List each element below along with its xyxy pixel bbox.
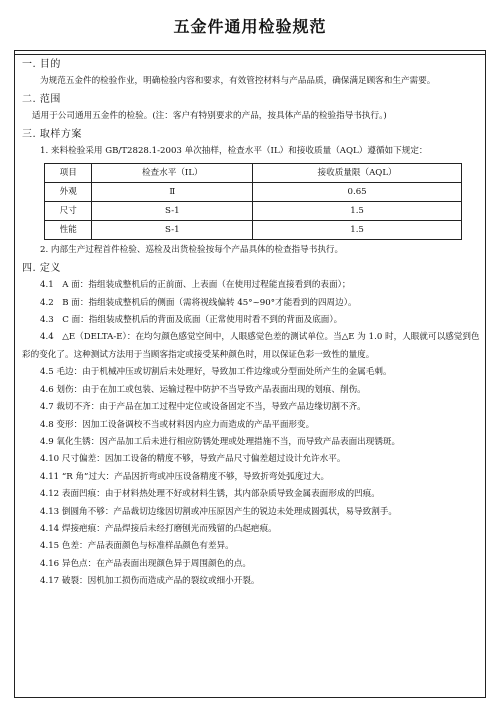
document-body [22,56,480,591]
definition-item: 4.3 C 面：指组装成整机后的背面及底面（正常使用时看不到的背面及底面）。 [40,315,343,326]
definition-item: 4.4 △E（DELTA-E）：在均匀颜色感觉空间中，人眼感觉色差的测试单位。当△E 为 1.0 时，人眼就可以感觉到色彩的变化了。这种测试方法用于当顾客指定或接受某种颜色时，用以保证色彩一致性的量度。 [22,332,480,360]
definition-item: 4.7 裁切不齐：由于产品在加工过程中定位或设备固定不当，导致产品边缘切割不齐。 [40,402,366,413]
table-header-cell: 项目 [45,164,92,183]
table-cell: 尺寸 [45,202,92,221]
definition-item: 4.10 尺寸偏差：因加工设备的精度不够，导致产品尺寸偏差超过设计允许水平。 [40,454,346,465]
sampling-item-2: 2. 内部生产过程首件检验、巡检及出货检验按每个产品具体的检查指导书执行。 [40,245,344,256]
table-header-row [45,164,462,183]
definition-item: 4.12 表面凹痕：由于材料热处理不好或材料生锈，其内部杂质导致金属表面形成的凹痕。 [40,489,380,500]
table-row [45,221,462,240]
definition-item: 4.17 破裂：因机加工损伤而造成产品的裂纹或细小开裂。 [40,576,260,587]
definition-item: 4.14 焊接疤痕：产品焊接后未经打磨刨光而残留的凸起疤痕。 [40,523,277,534]
scope-text: 适用于公司通用五金件的检验。(注：客户有特别要求的产品，按具体产品的检验指导书执行。) [32,111,387,122]
definition-item: 4.11 “R 角”过大：产品因折弯或冲压设备精度不够，导致折弯处弧度过大。 [40,471,330,482]
table-cell: 1.5 [253,221,462,240]
table-cell: 0.65 [253,183,462,202]
section-heading-scope: 二. 范围 [22,93,61,105]
table-cell: Ⅱ [92,183,253,202]
definition-item: 4.15 色差：产品表面颜色与标准样品颜色有差异。 [40,541,234,552]
table-cell: S-1 [92,202,253,221]
sampling-item-1: 1. 来料检验采用 GB/T2828.1-2003 单次抽样，检查水平（IL）和接收质量（AQL）遵循如下规定： [40,146,428,157]
table-cell: 性能 [45,221,92,240]
definition-item: 4.6 划伤：由于在加工或包装、运输过程中防护不当导致产品表面出现的划痕、削伤。 [40,384,366,395]
definition-item: 4.8 变形：因加工设备调校不当或材料因内应力而造成的产品平面形变。 [40,419,315,430]
frame-divider [14,54,486,55]
table-cell: S-1 [92,221,253,240]
table-cell: 外观 [45,183,92,202]
section-heading-definitions: 四. 定义 [22,262,61,274]
definition-item: 4.5 毛边：由于机械冲压或切割后未处理好，导致加工件边缘或分型面处所产生的金属毛刺。 [40,367,392,378]
table-cell: 1.5 [253,202,462,221]
definition-item: 4.2 B 面：指组装成整机后的侧面（需将视线偏转 45°~90°才能看到的四周边）。 [40,297,357,308]
definition-item: 4.16 异色点：在产品表面出现颜色异于周围颜色的点。 [40,558,251,569]
definition-item: 4.13 倒圆角不够：产品裁切边缘因切割或冲压原因产生的锐边未处理成圆弧状，易导致割手。 [40,506,398,517]
table-header-cell: 检查水平（IL） [92,164,253,183]
aql-table [44,163,462,240]
section-heading-sampling: 三. 取样方案 [22,128,82,140]
definition-item: 4.1 A 面：指组装成整机后的正前面、上表面（在使用过程能直接看到的表面）； [40,280,351,291]
table-row [45,183,462,202]
table-header-cell: 接收质量限（AQL） [253,164,462,183]
definitions-list [22,277,480,590]
document-title: 五金件通用检验规范 [173,17,327,36]
table-row [45,202,462,221]
section-heading-purpose: 一. 目的 [22,59,61,70]
purpose-text: 为规范五金件的检验作业，明确检验内容和要求，有效管控材料与产品品质，确保满足顾客和生产需要。 [40,76,436,87]
definition-item: 4.9 氧化生锈：因产品加工后未进行相应防锈处理或处理措施不当，而导致产品表面出现锈斑。 [40,436,401,447]
